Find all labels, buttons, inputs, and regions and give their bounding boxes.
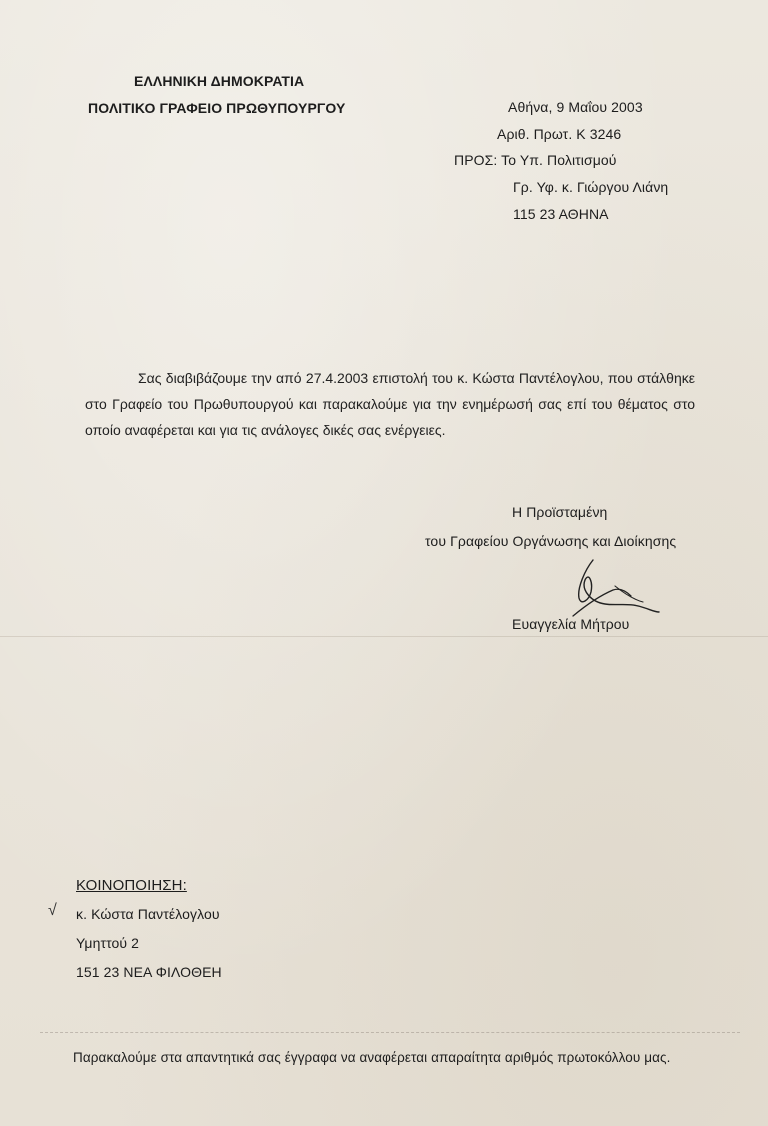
office-heading: ΠΟΛΙΤΙΚΟ ΓΡΑΦΕΙΟ ΠΡΩΘΥΠΟΥΡΓΟΥ xyxy=(88,100,346,116)
recipient-address: 115 23 ΑΘΗΝΑ xyxy=(513,206,609,222)
protocol-number: Αριθ. Πρωτ. Κ 3246 xyxy=(497,126,622,142)
recipient-office: Γρ. Υφ. κ. Γιώργου Λιάνη xyxy=(513,179,669,195)
signer-department: του Γραφείου Οργάνωσης και Διοίκησης xyxy=(425,533,677,549)
cc-street: Υμηττού 2 xyxy=(76,935,140,951)
footer-separator xyxy=(40,1032,740,1033)
footer-note: Παρακαλούμε στα απαντητικά σας έγγραφα να αναφέρεται απαραίτητα αριθμός πρωτοκόλλου μας. xyxy=(73,1050,671,1065)
cc-city: 151 23 ΝΕΑ ΦΙΛΟΘΕΗ xyxy=(76,964,222,980)
signer-name: Ευαγγελία Μήτρου xyxy=(512,616,630,632)
cc-name: κ. Κώστα Παντέλογλου xyxy=(76,906,220,922)
republic-heading: ΕΛΛΗΝΙΚΗ ΔΗΜΟΚΡΑΤΙΑ xyxy=(134,73,305,89)
signer-title: Η Προϊσταμένη xyxy=(512,504,608,520)
check-mark-icon: √ xyxy=(48,902,57,919)
recipient-to: ΠΡΟΣ: Το Υπ. Πολιτισμού xyxy=(454,152,617,168)
document-date: Αθήνα, 9 Μαΐου 2003 xyxy=(508,99,643,115)
body-paragraph: Σας διαβιβάζουμε την από 27.4.2003 επιστολή του κ. Κώστα Παντέλογλου, που στάλθηκε στο Γραφείο του Πρωθυπουργού και παρακαλούμε για την ενημέρωσή σας επί του θέματος στο οποίο αναφέρεται και για τις ανάλογες δικές σας ενέργειες. xyxy=(85,370,695,438)
cc-heading: ΚΟΙΝΟΠΟΙΗΣΗ: xyxy=(76,877,187,894)
